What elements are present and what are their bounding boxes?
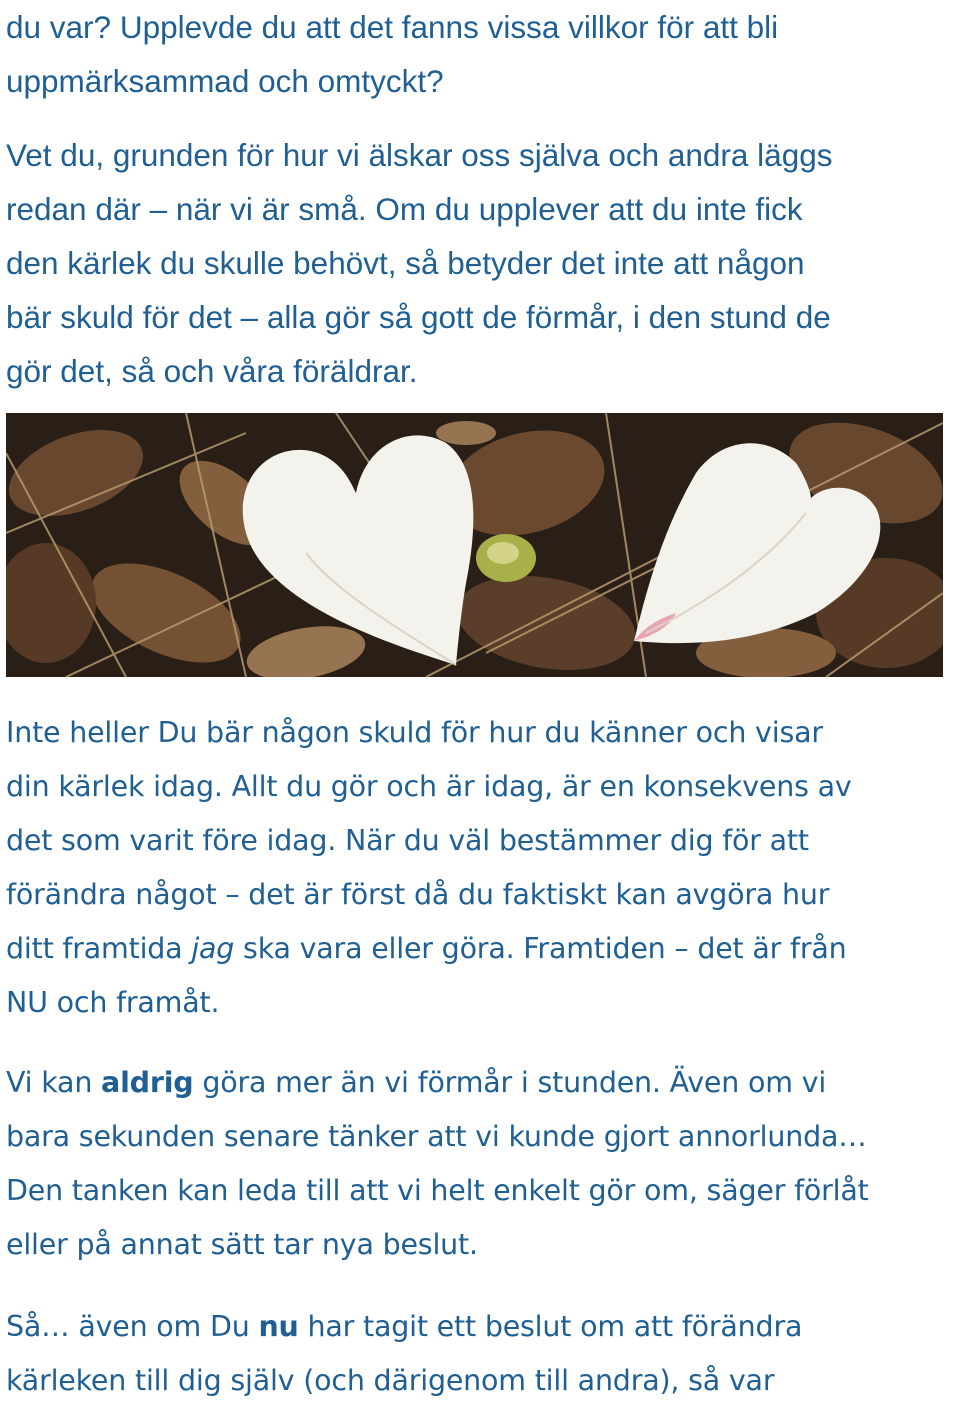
text-line: NU och framåt. [6,986,220,1019]
bold-text: nu [258,1310,299,1343]
text-line: eller på annat sätt tar nya beslut. [6,1228,478,1261]
text-run: göra mer än vi förmår i stunden. Även om vi [193,1066,827,1099]
text-line: gör det, så och våra föräldrar. [6,353,418,389]
text-run: ditt framtida [6,932,192,965]
text-line: kärleken till dig själv (och därigenom till andra), så var [6,1364,775,1397]
green-bud [476,534,536,582]
text-line: det som varit före idag. När du väl bestämmer dig för att [6,824,809,857]
text-line: Den tanken kan leda till att vi helt enkelt gör om, säger förlåt [6,1174,869,1207]
text-line: förändra något – det är först då du faktiskt kan avgöra hur [6,878,830,911]
text-line [6,922,956,976]
paragraph-2 [6,128,956,398]
emphasis-text: jag [191,932,235,965]
text-line: redan där – när vi är små. Om du upplever att du inte fick [6,191,803,227]
paragraph-5 [6,1300,956,1408]
text-line: Inte heller Du bär någon skuld för hur du känner och visar [6,716,823,749]
petals-photo [6,413,943,677]
text-line: Vet du, grunden för hur vi älskar oss själva och andra läggs [6,137,833,173]
text-line: bär skuld för det – alla gör så gott de förmår, i den stund de [6,299,831,335]
paragraph-3 [6,706,956,1030]
text-line [6,1300,956,1354]
paragraph-4 [6,1056,956,1272]
text-line: du var? Upplevde du att det fanns vissa villkor för att bli [6,9,779,45]
bold-text: aldrig [101,1066,194,1099]
text-run: Vi kan [6,1066,102,1099]
text-run: har tagit ett beslut om att förändra [298,1310,803,1343]
text-run: ska vara eller göra. Framtiden – det är från [234,932,847,965]
text-line: uppmärksammad och omtyckt? [6,63,444,99]
text-line: din kärlek idag. Allt du gör och är idag, är en konsekvens av [6,770,852,803]
text-run: Så… även om Du [6,1310,259,1343]
text-line [6,1056,956,1110]
paragraph-1 [6,0,956,108]
text-line: den kärlek du skulle behövt, så betyder det inte att någon [6,245,805,281]
text-line: bara sekunden senare tänker att vi kunde gjort annorlunda… [6,1120,867,1153]
